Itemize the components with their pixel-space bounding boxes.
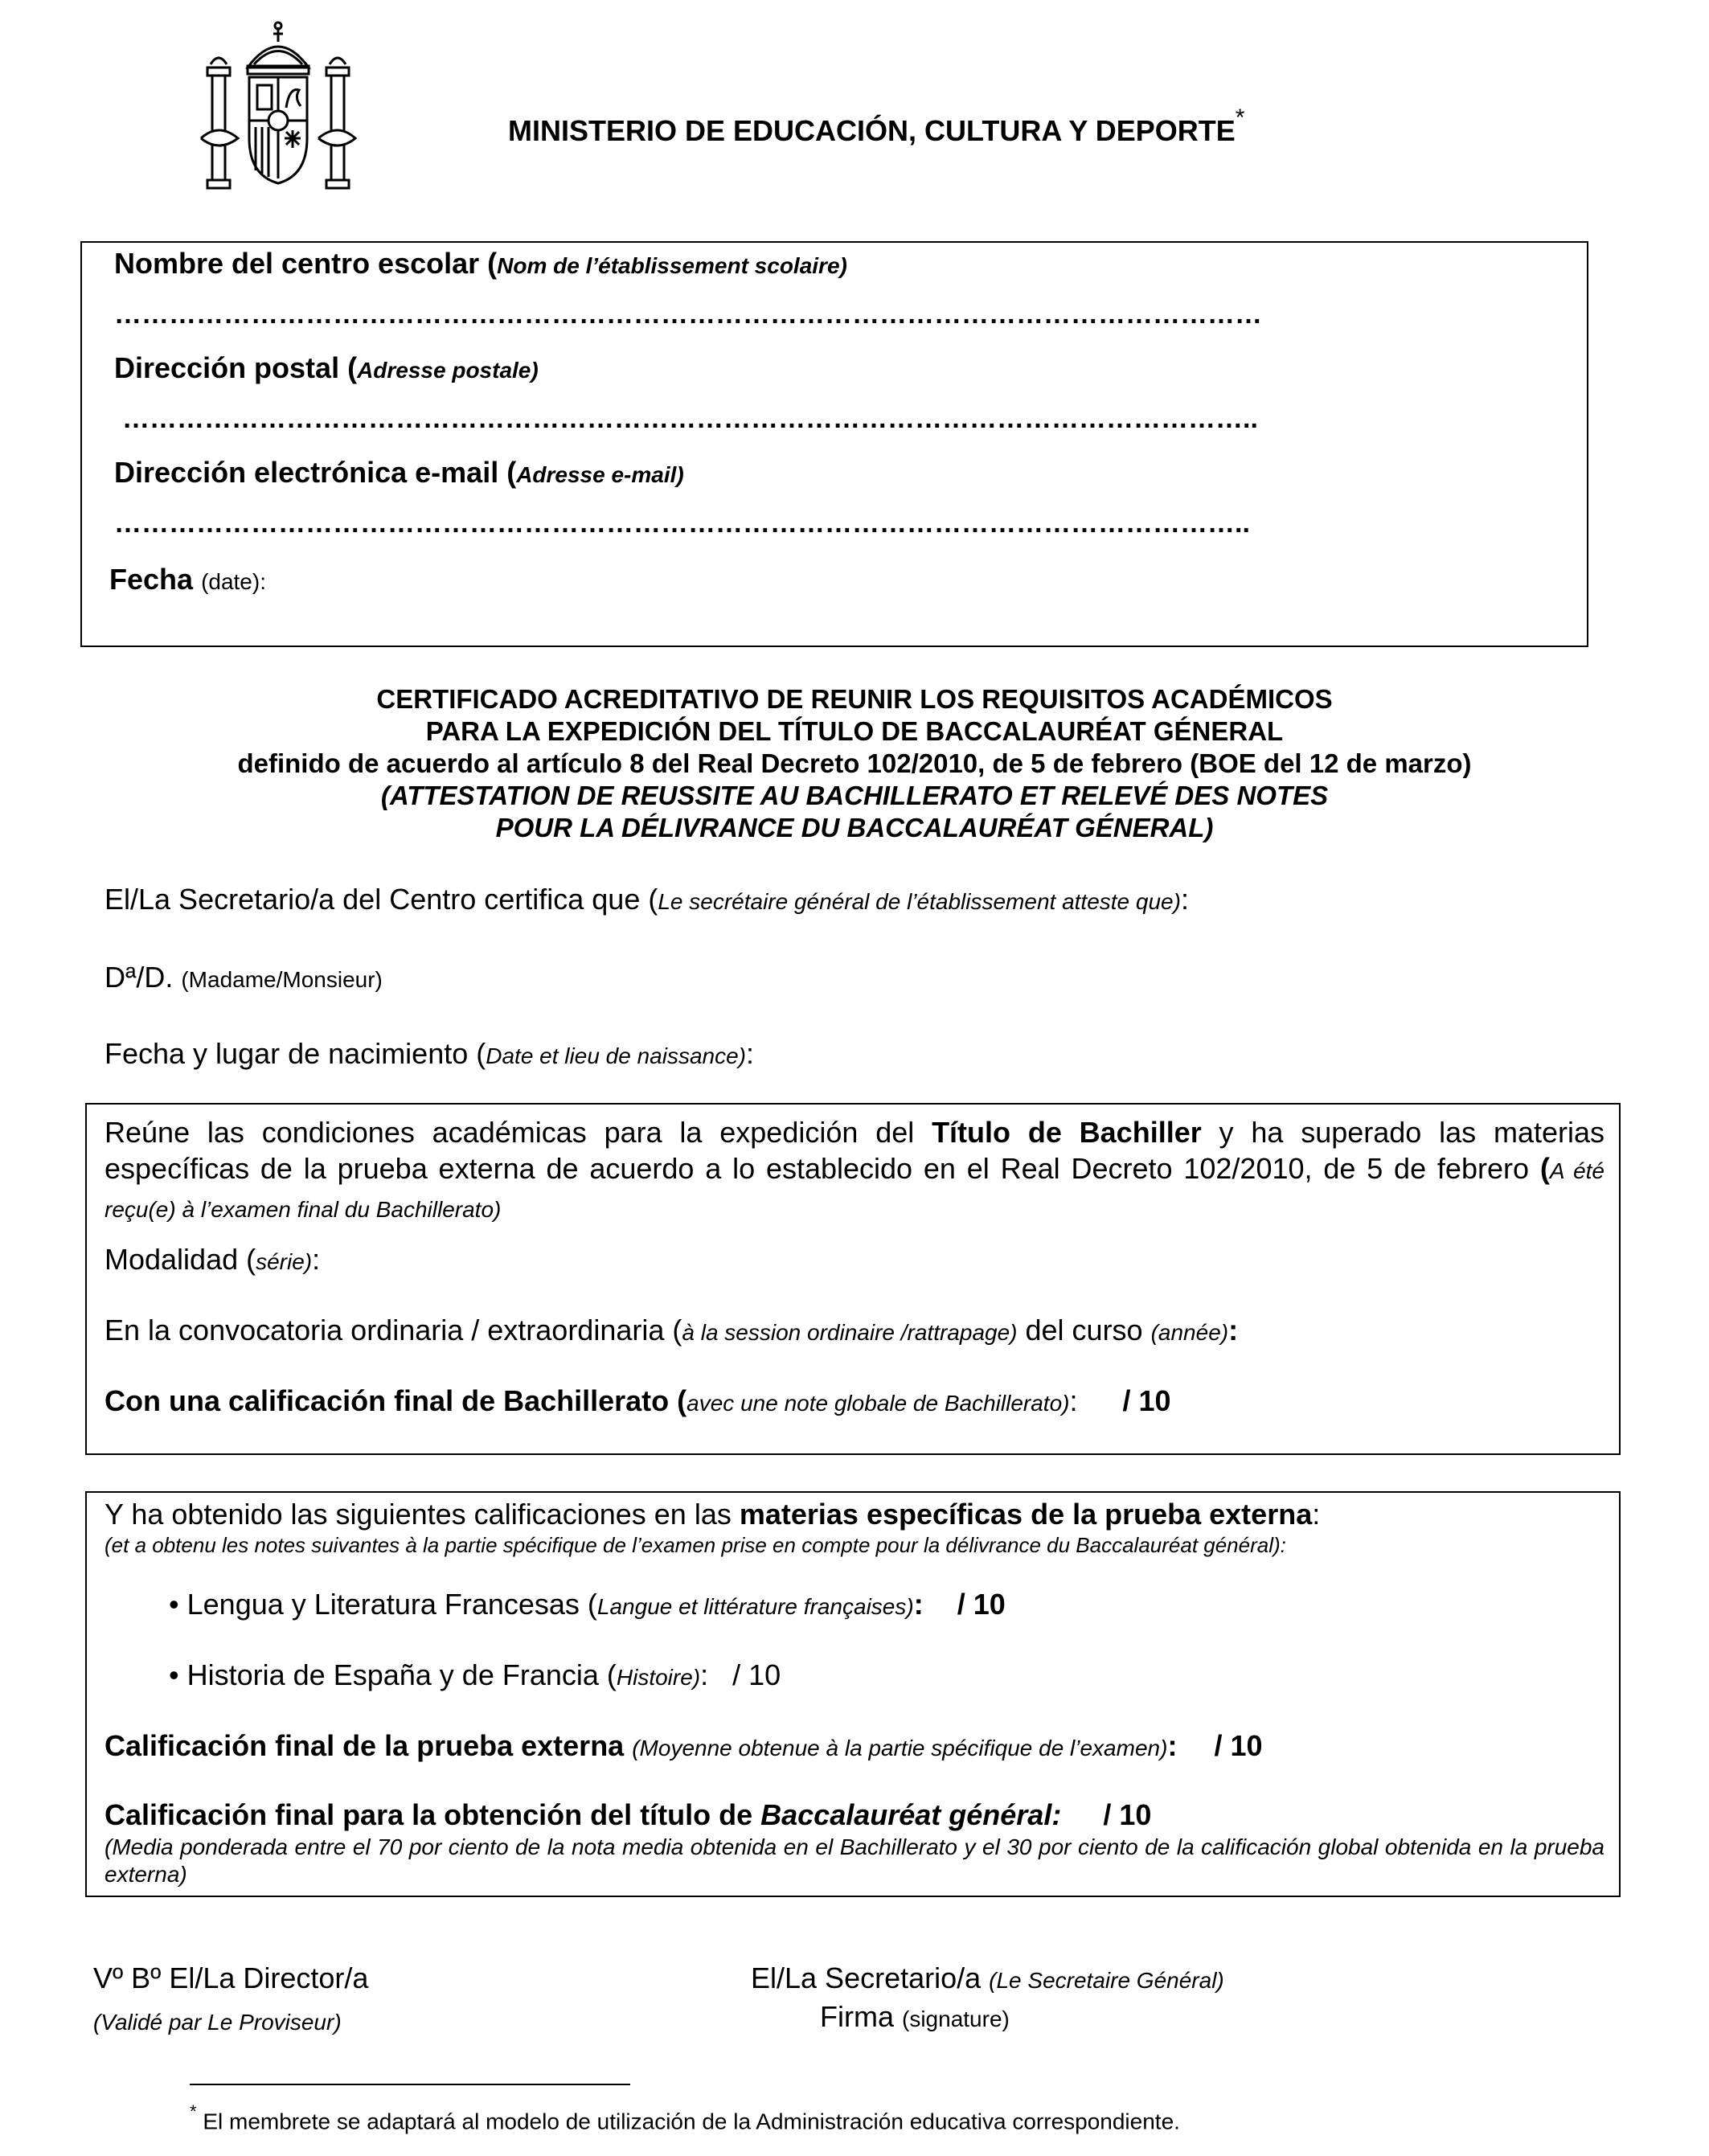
grade-item-history-translation: Histoire): [616, 1665, 701, 1690]
birth-translation: Date et lieu de naissance): [486, 1043, 746, 1068]
birth-colon: :: [746, 1037, 755, 1070]
grade-item-history[interactable]: [169, 1658, 781, 1692]
bullet-icon: •: [169, 1588, 179, 1621]
postal-address-label: [114, 351, 539, 385]
curso-translation: (année): [1150, 1320, 1229, 1345]
title-line-5: POUR LA DÉLIVRANCE DU BACCALAURÉAT GÉNERAL): [495, 813, 1214, 842]
secretary-certifies-line: [105, 883, 1189, 916]
final-title-label: Calificación final para la obtención del título de: [105, 1798, 761, 1831]
email-translation: Adresse e-mail): [516, 462, 684, 487]
signature-translation: (signature): [902, 2006, 1010, 2031]
grades-intro-text: Y ha obtenido las siguientes calificaciones en las: [105, 1498, 740, 1531]
weighting-note: (Media ponderada entre el 70 por ciento de la nota media obtenida en el Bachillerato y el 30 por ciento de la calificación global obtenida en la prueba externa): [105, 1834, 1604, 1887]
external-exam-grade-line[interactable]: [105, 1729, 1262, 1763]
conditions-text-b: y ha superado las materias específicas de la prueba externa de acuerdo a lo establecido en el Real Decreto 102/2010, de 5 de febrero: [105, 1116, 1605, 1185]
postal-address-label-text: Dirección postal (: [114, 351, 358, 384]
conditions-translation: A été reçu(e) à l’examen final du Bachillerato): [105, 1158, 1604, 1222]
grades-intro-bold: materias específicas de la prueba externa: [739, 1498, 1313, 1531]
convocatoria-line[interactable]: [105, 1314, 1238, 1347]
external-exam-translation: (Moyenne obtenue à la partie spécifique de l’examen): [632, 1736, 1168, 1760]
external-exam-score: / 10: [1214, 1729, 1263, 1762]
bachillerato-grade-colon: :: [1069, 1384, 1078, 1417]
footnote-divider: [190, 2084, 630, 2085]
email-label: [114, 456, 684, 490]
final-title-grade-line[interactable]: [105, 1798, 1151, 1832]
grade-item-french-colon: :: [913, 1588, 924, 1621]
footnote-mark: *: [1235, 105, 1245, 131]
secretary-signature-text: El/La Secretario/a: [751, 1961, 990, 1994]
bachillerato-grade-score: / 10: [1122, 1384, 1171, 1417]
footnote: [190, 2101, 1180, 2134]
date-label-text: Fecha: [109, 563, 194, 596]
birth-label: Fecha y lugar de nacimiento (: [105, 1037, 486, 1070]
recipient-name-line[interactable]: [105, 961, 383, 994]
secretary-colon: :: [1180, 883, 1189, 916]
convocatoria-translation: à la session ordinaire /rattrapage): [682, 1320, 1018, 1345]
title-line-1: CERTIFICADO ACREDITATIVO DE REUNIR LOS REQUISITOS ACADÉMICOS: [376, 684, 1333, 714]
conditions-title: Título de Bachiller: [932, 1116, 1202, 1149]
footnote-text: El membrete se adaptará al modelo de utilización de la Administración educativa correspondiente.: [196, 2109, 1180, 2134]
spanish-coat-of-arms-icon: [190, 18, 367, 195]
recipient-translation: (Madame/Monsieur): [181, 967, 383, 992]
grades-intro-colon: :: [1312, 1498, 1321, 1531]
date-translation: (date):: [201, 569, 266, 594]
convocatoria-label: En la convocatoria ordinaria / extraordinaria (: [105, 1314, 682, 1346]
birth-line[interactable]: [105, 1037, 754, 1071]
school-name-translation: Nom de l’établissement scolaire): [497, 253, 847, 278]
grades-box: [85, 1491, 1621, 1897]
ministry-text: MINISTERIO DE EDUCACIÓN, CULTURA Y DEPORTE: [508, 114, 1236, 147]
title-line-3: definido de acuerdo al artículo 8 del Real Decreto 102/2010, de 5 de febrero (BOE del 12 de marzo): [237, 748, 1472, 778]
conditions-text-a: Reúne las condiciones académicas para la expedición del: [105, 1116, 932, 1149]
bachillerato-grade-label: Con una calificación final de Bachillerato (: [105, 1384, 687, 1417]
title-line-4: (ATTESTATION DE REUSSITE AU BACHILLERATO ET RELEVÉ DES NOTES: [380, 781, 1329, 810]
modalidad-line[interactable]: [105, 1243, 320, 1277]
school-name-field[interactable]: ………………………………………………………………………………………………………………: [114, 299, 1262, 330]
grades-intro: [105, 1498, 1320, 1531]
modalidad-translation: série): [256, 1249, 313, 1274]
date-label: [109, 563, 266, 596]
convocatoria-colon: :: [1228, 1314, 1239, 1346]
conditions-paren: (: [1539, 1152, 1550, 1185]
final-title-italic: Baccalauréat général:: [760, 1798, 1062, 1831]
external-exam-label: Calificación final de la prueba externa: [105, 1729, 625, 1762]
secretary-signature-label: [751, 1961, 1224, 1995]
grade-item-french-score: / 10: [957, 1588, 1006, 1621]
school-name-label: [114, 247, 847, 281]
secretary-translation: Le secrétaire général de l’établissement atteste que): [658, 889, 1181, 914]
grade-item-french-label: Lengua y Literatura Francesas (: [186, 1588, 597, 1621]
grade-item-french-translation: Langue et littérature françaises): [596, 1594, 914, 1619]
bachillerato-grade-translation: avec une note globale de Bachillerato): [686, 1391, 1070, 1416]
recipient-label: Dª/D.: [105, 961, 174, 994]
postal-address-translation: Adresse postale): [357, 358, 539, 383]
conditions-paragraph: [105, 1114, 1604, 1228]
curso-label: del curso: [1017, 1314, 1151, 1346]
grade-item-french[interactable]: [169, 1588, 1006, 1621]
bachillerato-grade-line[interactable]: [105, 1384, 1171, 1418]
email-field[interactable]: ……………………………………………………………………………………………………………..: [114, 508, 1250, 539]
signature-label: [820, 2000, 1010, 2034]
postal-address-field[interactable]: ……………………………………………………………………………………………………………..: [122, 404, 1258, 434]
secretary-text: El/La Secretario/a del Centro certifica que (: [105, 883, 658, 916]
external-exam-colon: :: [1167, 1729, 1178, 1762]
secretary-signature-translation: (Le Secretaire Général): [989, 1968, 1224, 1993]
grade-item-history-score: / 10: [732, 1658, 781, 1691]
grades-intro-translation: (et a obtenu les notes suivantes à la partie spécifique de l’examen prise en compte pour la délivrance du Baccalauréat général):: [105, 1533, 1286, 1557]
grade-item-history-label: Historia de España y de Francia (: [186, 1658, 617, 1691]
title-line-2: PARA LA EXPEDICIÓN DEL TÍTULO DE BACCALAURÉAT GÉNERAL: [425, 716, 1284, 746]
signature-text: Firma: [820, 2000, 894, 2033]
director-signature-translation: (Validé par Le Proviseur): [93, 2010, 342, 2035]
certificate-title: [105, 683, 1604, 844]
final-title-score: / 10: [1103, 1798, 1152, 1831]
modalidad-label: Modalidad (: [105, 1243, 256, 1276]
bullet-icon: •: [169, 1658, 179, 1691]
modalidad-colon: :: [312, 1243, 321, 1276]
grade-item-history-colon: :: [700, 1658, 709, 1691]
school-name-label-text: Nombre del centro escolar (: [114, 247, 498, 280]
director-signature-label: Vº Bº El/La Director/a: [93, 1961, 369, 1994]
email-label-text: Dirección electrónica e-mail (: [114, 456, 517, 489]
conditions-box: [85, 1103, 1621, 1455]
footnote-mark: *: [190, 2101, 197, 2121]
ministry-title: [508, 105, 1245, 148]
